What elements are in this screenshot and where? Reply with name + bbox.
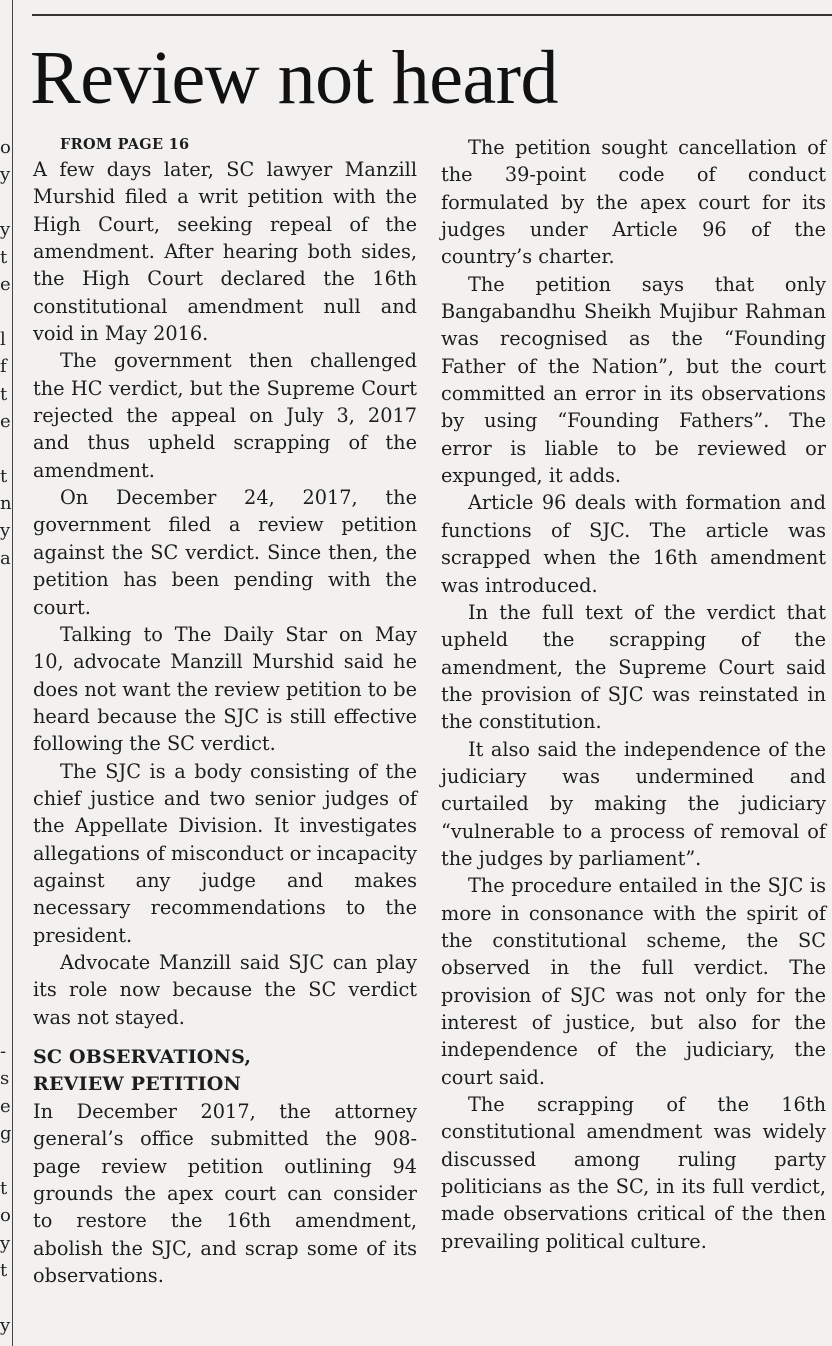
paragraph: A few days later, SC lawyer Manzill Murshid filed a writ petition with the High Court, seeking repeal of the amendment. After hearing both sides, the High Court declared the 16th constitutional amendment null and void in May 2016. [33, 158, 417, 346]
subhead-line: SC OBSERVATIONS, [33, 1046, 252, 1068]
edge-fragment: n [0, 493, 12, 515]
edge-fragment: y [0, 164, 11, 186]
edge-fragment [0, 654, 10, 681]
paragraph: The scrapping of the 16th constitutional amendment was widely discussed among ruling party politicians as the SC, in its full verdict, made observations critical of the then prevailing political culture. [441, 1093, 826, 1253]
paragraph: The government then challenged the HC verdict, but the Supreme Court rejected the appeal on July 3, 2017 and thus upheld scrapping of the amendment. [33, 349, 417, 482]
paragraph: The SJC is a body consisting of the chief justice and two senior judges of the Appellate Division. It investigates allegations of misconduct or incapacity against any judge and makes necessary recommendations to the president. [33, 759, 417, 947]
edge-fragment [0, 298, 10, 325]
edge-fragment [0, 737, 10, 764]
paragraph: The petition says that only Bangabandhu Sheikh Mujibur Rahman was recognised as the “Founding Father of the Nation”, but the court committed an error in its observations by using “Founding Fathers”. The error is liable to be reviewed or expunged, it adds. [441, 272, 826, 488]
edge-fragment: o [0, 1205, 11, 1227]
edge-fragment: t [0, 1177, 8, 1199]
edge-fragment [0, 901, 10, 928]
paragraph: Advocate Manzill said SJC can play its role now because the SC verdict was not stayed. [33, 950, 417, 1029]
edge-fragment [0, 928, 10, 955]
paragraph: On December 24, 2017, the government filed a review petition against the SC verdict. Since then, the petition has been pending with the court. [33, 486, 417, 619]
left-column-rule [12, 0, 13, 1346]
edge-fragment: l [0, 328, 6, 350]
edge-fragment: e [0, 273, 11, 295]
edge-fragment: o [0, 137, 11, 158]
edge-fragment: y [0, 219, 11, 241]
edge-fragment [0, 1011, 10, 1038]
edge-fragment: e [0, 1095, 11, 1117]
top-rule [32, 14, 832, 16]
from-page-kicker: FROM PAGE 16 [60, 136, 190, 153]
edge-fragment [0, 600, 10, 627]
paragraph: The petition sought cancellation of the 39-point code of conduct formulated by the apex court for its judges under Article 96 of the country’s charter. [441, 136, 826, 269]
edge-fragment: y [0, 520, 11, 542]
edge-fragment: a [0, 547, 11, 569]
edge-fragment [0, 983, 10, 1010]
edge-fragment [0, 682, 10, 709]
edge-fragment [0, 846, 10, 873]
edge-fragment: t [0, 383, 8, 405]
edge-fragment: t [0, 246, 8, 268]
edge-fragment: - [0, 1040, 7, 1062]
edge-fragment [0, 764, 10, 791]
edge-fragment: s [0, 1068, 10, 1090]
left-column [33, 134, 417, 1289]
edge-fragment [0, 956, 10, 983]
edge-fragment: g [0, 1123, 12, 1145]
edge-fragment [0, 791, 10, 818]
headline: Review not heard [30, 36, 559, 120]
edge-fragment: e [0, 410, 11, 432]
paragraph: In the full text of the verdict that upheld the scrapping of the amendment, the Supreme Court said the provision of SJC was reinstated in the constitution. [441, 600, 826, 734]
adjacent-column-edge [0, 134, 10, 1344]
subhead [33, 1044, 417, 1098]
edge-fragment: t [0, 1260, 8, 1282]
edge-fragment [0, 819, 10, 846]
edge-fragment [0, 874, 10, 901]
edge-fragment [0, 572, 10, 599]
edge-fragment: y [0, 1314, 11, 1336]
paragraph: The procedure entailed in the SJC is more in consonance with the spirit of the constitutional scheme, the SC observed in the full verdict. The provision of SJC was not only for the interest of justice, but also for the independence of the judiciary, the court said. [441, 874, 826, 1089]
paragraph: Talking to The Daily Star on May 10, advocate Manzill Murshid said he does not want the review petition to be heard because the SJC is still effective following the SC verdict. [33, 622, 417, 756]
edge-fragment [0, 627, 10, 654]
edge-fragment [0, 709, 10, 736]
paragraph: In December 2017, the attorney general’s office submitted the 908-page review petition outlining 94 grounds the apex court can consider to restore the 16th amendment, abolish the SJC, and scrap some of its observations. [33, 1100, 417, 1288]
edge-fragment: f [0, 356, 7, 378]
subhead-line: REVIEW PETITION [33, 1073, 242, 1095]
edge-fragment: t [0, 465, 8, 487]
edge-fragment [0, 1147, 10, 1174]
edge-fragment: y [0, 1232, 11, 1254]
right-column [441, 134, 826, 1255]
paragraph: Article 96 deals with formation and functions of SJC. The article was scrapped when the 16th amendment was introduced. [441, 491, 826, 597]
edge-fragment [0, 189, 10, 216]
edge-fragment [0, 435, 10, 462]
edge-fragment [0, 1284, 10, 1311]
paragraph: It also said the independence of the judiciary was undermined and curtailed by making the judiciary “vulnerable to a process of removal of the judges by parliament”. [441, 737, 826, 870]
